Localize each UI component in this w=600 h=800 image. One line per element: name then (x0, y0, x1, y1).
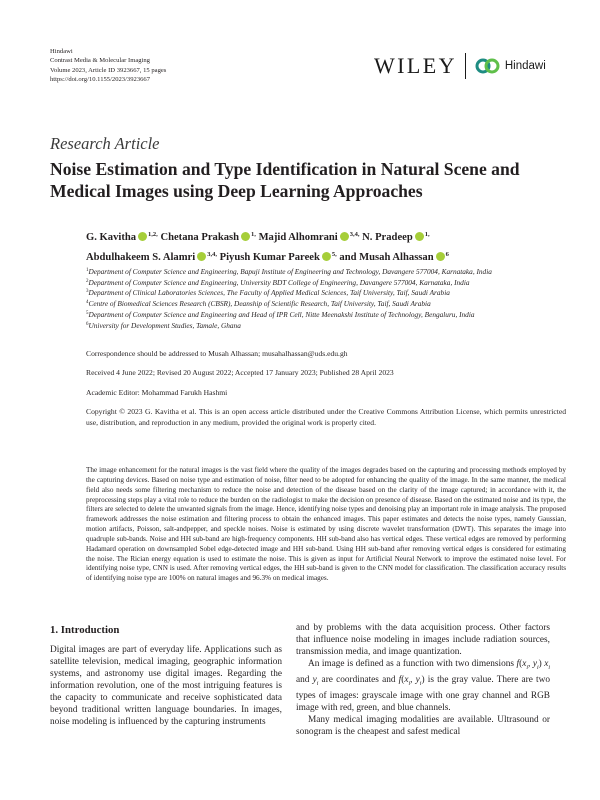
author-name: Musah Alhassan (359, 252, 434, 263)
author-affiliation-marker: 6 (445, 251, 449, 258)
academic-editor: Academic Editor: Mohammad Farukh Hashmi (86, 388, 228, 397)
orcid-icon[interactable] (436, 252, 445, 261)
author-affiliation-marker: 3,4, (207, 251, 217, 258)
paragraph-image-definition: An image is defined as a function with two dimensions $f(x_i$, $y_i$) $x_i$ and $y_i$ are coordinates and $f(x_i$, $y_i$) is the gray value. There are two types of images: grayscale image with one gray channel and RGB image with red, green, and blue channels. (296, 659, 551, 713)
publisher-name: Hindawi (50, 48, 73, 55)
hindawi-logo-icon (475, 58, 501, 74)
orcid-icon[interactable] (415, 232, 424, 241)
logo-divider (465, 53, 466, 79)
section-heading-introduction: 1. Introduction (50, 624, 120, 636)
paragraph: Digital images are part of everyday life. Applications such as satellite television, medical imaging, geographic information systems, and astronomy use digital images. Regarding the information revolution, one of the most intriguing features is the capacity to communicate and receive sophisticated data beyond traditional written language boundaries. In images, noise modeling is influenced by the capturing instruments (50, 645, 282, 727)
journal-header (50, 47, 166, 85)
author-name: Chetana Prakash (160, 232, 240, 243)
correspondence: Correspondence should be addressed to Musah Alhassan; musahalhassan@uds.edu.gh (86, 349, 348, 358)
affiliation: $^6$University for Development Studies, Tamale, Ghana (86, 320, 241, 330)
author-affiliation-marker: 1, (424, 231, 430, 238)
author-affiliation-marker: 3,4, (349, 231, 360, 238)
affiliation: $^3$Department of Clinical Laboratories Sciences, The Faculty of Applied Medical Sciences, Taif University, Taif, Saudi Arabia (86, 288, 450, 298)
math-fxy: f (516, 659, 520, 669)
abstract: The image enhancement for the natural images is the vast field where the quality of the images degrades based on the capturing and processing methods employed by the capturing devices. Based on noise type and estimation of noise, filter need to be adopted for enhancing the quality of the image. In the same manner, the medical field also needs some filtering mechanism to reduce the noise and detection of the disease based on the clarity of the image captured; in accordance with it, the preprocessing steps play a vital role to reduce the burden on the radiologist to make the decision on presence of disease. Based on the estimated noise and its type, the filters are selected to delete the unwanted signals from the image. Hence, identifying noise types and denoising play an important role in image analysis. The proposed framework addresses the noise estimation and filtering process to obtain the enhanced images. This paper estimates and detects the noise types, namely Gaussian, motion artifacts, Poisson, salt-andpepper, and speckle noises. Noise is estimated by using discrete wavelet transformation (DWT). This separates the image into quadruple sub-bands. Noise and HH sub-band are high-frequency components. HH sub-band also has vertical edges. These vertical edges are removed by performing Hadamard operation on downsampled Sobel edge-detected image and HH sub-band. Using HH sub-band after removing vertical edges is considered for estimating the noise. The Rician energy equation is used to estimate the noise. This is given as input for Artificial Neural Network to improve the estimated noise level. For identifying noise type, CNN is used. After removing vertical edges, the HH sub-band is given to the CNN model for classification. The classification accuracy results of identifying noise type are 100% on natural images and 96.3% on medical images. (86, 466, 566, 583)
author-name: G. Kavitha (86, 232, 137, 243)
author-affiliation-marker: 1,2, (148, 231, 158, 238)
paper-title: Noise Estimation and Type Identification in Natural Scene and Medical Images using Deep Learning Approaches (50, 159, 520, 201)
doi-link[interactable]: https://doi.org/10.1155/2023/3923667 (50, 76, 151, 84)
affiliation: $^1$Department of Computer Science and Engineering, Bapuji Institute of Engineering and Technology, Davangere 577004, Karnataka, India (86, 267, 492, 276)
author-affiliation-marker: 5, (331, 251, 337, 258)
hindawi-logo-text: Hindawi (504, 60, 546, 72)
author-list: G. Kavitha $^{1,2,}$ Chetana Prakash $^{1,}$ Majid Alhomrani $^{3,4,}$ N. Pradeep $^{1,}$ Abdulhakeem S. Alamri $^{3,4,}$ Piyush Kumar Pareek $^{5,}$ and Musah Alhassan $^6$ (86, 231, 449, 263)
affiliation: $^5$Department of Computer Science and Engineering and Head of IPR Cell, Nitte Meenakshi Institute of Technology, Bengaluru, India (86, 309, 475, 319)
publisher-logo (374, 52, 546, 80)
author-affiliation-marker: 1, (251, 231, 256, 238)
orcid-icon[interactable] (138, 232, 147, 241)
affiliation: $^4$Centre of Biomedical Sciences Research (CBSR), Deanship of Scientific Research, Taif University, Taif, Saudi Arabia (86, 299, 431, 309)
wiley-logo: WILEY (374, 53, 457, 78)
article-type: Research Article (50, 134, 160, 153)
author-name: N. Pradeep (362, 232, 413, 243)
journal-name: Contrast Media & Molecular Imaging (50, 57, 150, 65)
paragraph: Many medical imaging modalities are available. Ultrasound or sonogram is the cheapest and safest medical (296, 714, 550, 737)
affiliation: $^2$Department of Computer Science and Engineering, University BDT College of Engineering, Davangere 577004, Karnataka, India (86, 277, 470, 287)
paragraph: and by problems with the data acquisition process. Other factors that influence noise modeling in images include radiation sources, transmission media, and image quantization. (296, 623, 550, 657)
publication-dates: Received 4 June 2022; Revised 20 August 2022; Accepted 17 January 2023; Published 28 April 2023 (86, 368, 394, 377)
body-column-right (296, 622, 550, 738)
author-name: Majid Alhomrani (258, 232, 338, 243)
volume-line: Volume 2023, Article ID 3923667, 15 pages (50, 66, 167, 74)
copyright-notice: Copyright © 2023 G. Kavitha et al. This is an open access article distributed under the Creative Commons Attribution License, which permits unrestricted use, distribution, and reproduction in any medium, provided the original work is properly cited. (86, 407, 566, 427)
orcid-icon[interactable] (340, 232, 349, 241)
body-column-left (50, 644, 282, 728)
affiliation-list (86, 266, 566, 330)
author-name: Abdulhakeem S. Alamri (86, 252, 196, 263)
orcid-icon[interactable] (322, 252, 331, 261)
orcid-icon[interactable] (197, 252, 206, 261)
orcid-icon[interactable] (241, 232, 250, 241)
author-name: Piyush Kumar Pareek (219, 252, 320, 263)
